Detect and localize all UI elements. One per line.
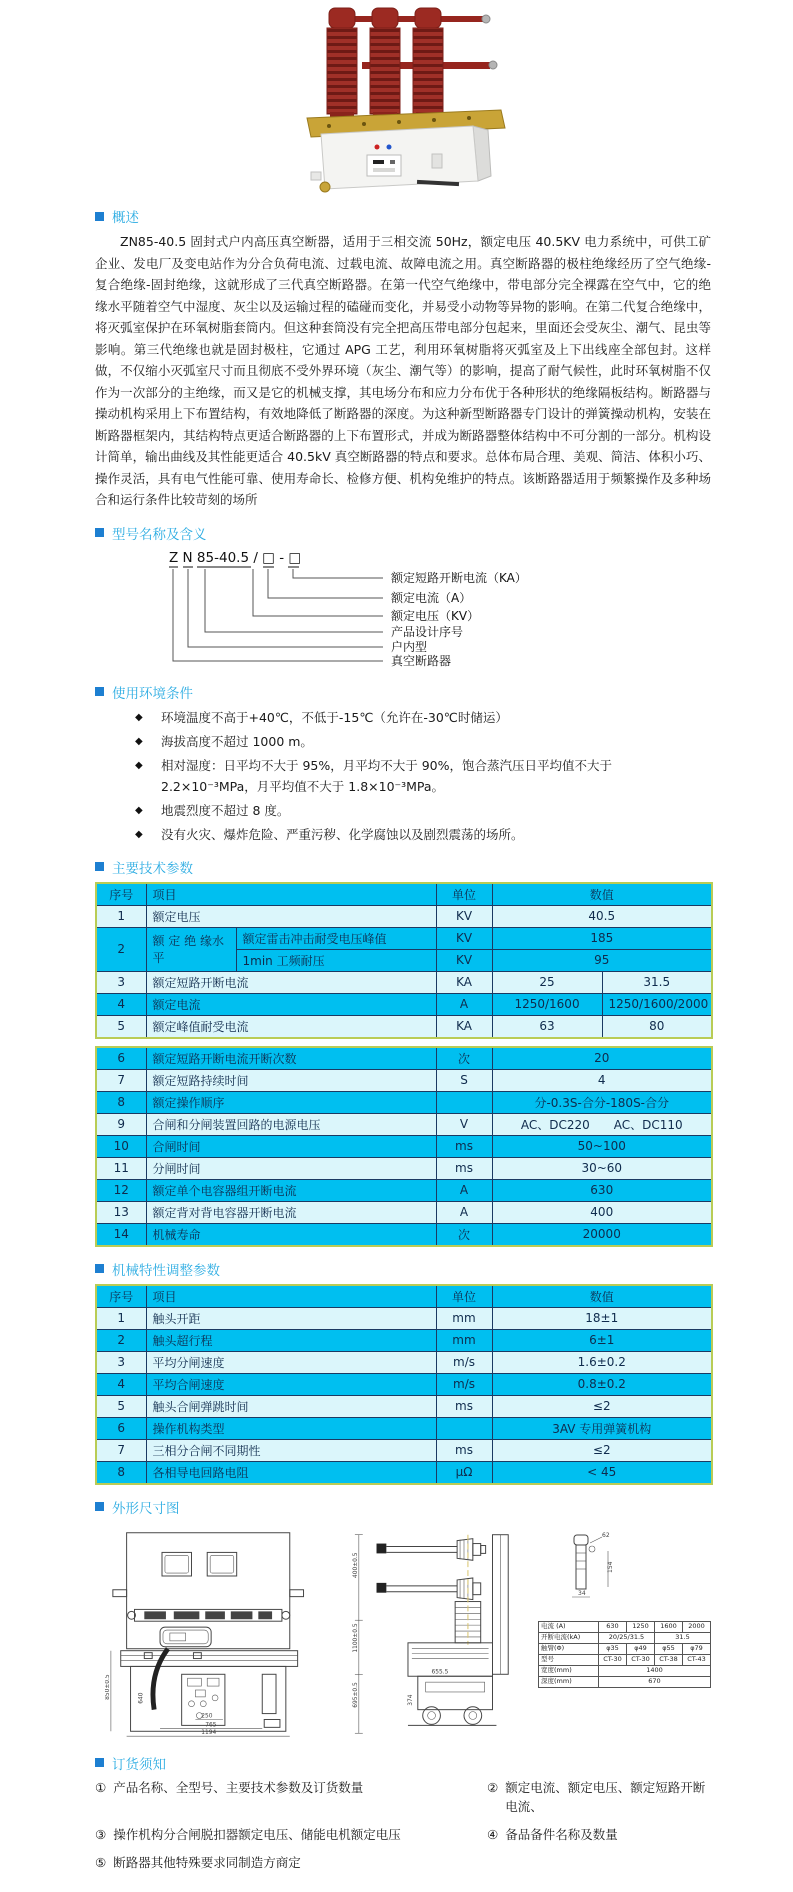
cell-item: 额定电压	[146, 905, 436, 927]
model-code: Z N 85-40.5 / □ - □	[169, 549, 302, 566]
section-title-text: 订货须知	[112, 1756, 166, 1773]
table-row	[96, 1329, 712, 1351]
section-bullet-icon	[95, 528, 104, 537]
section-bullet-icon	[95, 862, 104, 871]
cell-value: 30~60	[492, 1157, 712, 1179]
table-row	[96, 1373, 712, 1395]
cell-item: 触头超行程	[146, 1329, 436, 1351]
section-title-text: 主要技术参数	[112, 860, 193, 877]
section-bullet-icon	[95, 1758, 104, 1767]
cell-value: 20	[492, 1047, 712, 1070]
col-no-header: 序号	[96, 883, 146, 906]
indicator-red	[374, 145, 379, 150]
mini-cell: φ79	[683, 1643, 711, 1654]
mini-cell: φ55	[655, 1643, 683, 1654]
section-title-text: 机械特性调整参数	[112, 1262, 220, 1279]
cell-no: 3	[96, 1351, 146, 1373]
ordering-item-text: 操作机构分合闸脱扣器额定电压、储能电机额定电压	[113, 1826, 401, 1842]
mini-cell: CT-30	[627, 1654, 655, 1665]
cell-value: 分-0.3S-合分-180S-合分	[492, 1091, 712, 1113]
model-label: 产品设计序号	[391, 624, 464, 639]
cell-subitem: 1min 工频耐压	[236, 949, 436, 971]
table-row	[96, 971, 712, 993]
dim-label: 655.5	[431, 1668, 449, 1675]
ordering-item	[95, 1825, 487, 1844]
dim-label: 765	[205, 1721, 217, 1728]
cell-value: 20000	[492, 1223, 712, 1246]
table-gap	[95, 1039, 711, 1046]
cell-unit: ms	[436, 1395, 492, 1417]
cell-unit: mm	[436, 1329, 492, 1351]
env-item: ◆ 地震烈度不超过 8 度。	[95, 800, 711, 821]
section-title-outline	[95, 1497, 711, 1517]
col-no-header: 序号	[96, 1285, 146, 1308]
ordering-item-text: 断路器其他特殊要求同制造方商定	[113, 1854, 301, 1870]
cell-item: 额定操作顺序	[146, 1091, 436, 1113]
cell-item: 触头合闸弹跳时间	[146, 1395, 436, 1417]
cell-value: ≤2	[492, 1395, 712, 1417]
mini-cell: 2000	[683, 1621, 711, 1632]
cell-no: 10	[96, 1135, 146, 1157]
cell-value: 1.6±0.2	[492, 1351, 712, 1373]
cell-item: 各相导电回路电阻	[146, 1461, 436, 1484]
section-title-overview	[95, 206, 711, 226]
cell-value: 185	[492, 927, 712, 949]
cell-value: 1250/1600	[492, 993, 602, 1015]
env-item: ◆ 相对湿度：日平均不大于 95%，月平均不大于 90%，饱合蒸汽压日平均值不大于 2.2×10⁻³MPa，月平均值不大于 1.8×10⁻³MPa。	[95, 755, 711, 797]
ordering-notes-list	[95, 1778, 711, 1872]
main-params-table-part2	[95, 1046, 713, 1247]
top-busbar	[337, 16, 483, 22]
cell-no: 14	[96, 1223, 146, 1246]
cell-value: 80	[602, 1015, 712, 1038]
table-row	[96, 1351, 712, 1373]
mini-row	[539, 1665, 711, 1676]
cell-item: 额定短路持续时间	[146, 1069, 436, 1091]
table-row	[96, 1395, 712, 1417]
model-designation-diagram	[133, 548, 693, 670]
env-item: ◆ 环境温度不高于+40℃，不低于-15℃（允许在-30℃时储运）	[95, 707, 711, 728]
mini-cell: 31.5	[655, 1632, 711, 1643]
mech-params-table	[95, 1284, 713, 1485]
cell-unit: KV	[436, 927, 492, 949]
mini-cell: φ35	[599, 1643, 627, 1654]
dim-label: 400±0.5	[352, 1551, 359, 1578]
cell-value: 6±1	[492, 1329, 712, 1351]
side-view-drawing	[349, 1525, 522, 1741]
table-row	[96, 1439, 712, 1461]
main-params-table-part1	[95, 882, 713, 1039]
cell-no: 8	[96, 1461, 146, 1484]
dim-label: 62	[602, 1531, 610, 1539]
cell-no: 13	[96, 1201, 146, 1223]
cell-no: 4	[96, 993, 146, 1015]
ordering-item	[487, 1825, 711, 1844]
cell-item: 机械寿命	[146, 1223, 436, 1246]
mini-label: 电流 (A)	[539, 1621, 599, 1632]
ordering-item	[487, 1778, 711, 1816]
cell-no: 6	[96, 1047, 146, 1070]
col-item-header: 项目	[146, 883, 436, 906]
foot-wheel	[320, 182, 330, 192]
cell-item: 额定单个电容器组开断电流	[146, 1179, 436, 1201]
cell-item: 额定背对背电容器开断电流	[146, 1201, 436, 1223]
dim-label: 34	[578, 1589, 586, 1597]
cell-item: 额定电流	[146, 993, 436, 1015]
cell-no: 3	[96, 971, 146, 993]
dim-label: 1100±0.5	[352, 1622, 359, 1653]
product-photo-area	[0, 0, 793, 194]
ordering-item-text: 备品备件名称及数量	[505, 1826, 618, 1842]
mini-row	[539, 1621, 711, 1632]
cell-no: 12	[96, 1179, 146, 1201]
mini-cell: 1400	[599, 1665, 711, 1676]
dim-label: 695±0.5	[352, 1681, 359, 1708]
document-body	[95, 206, 711, 1872]
mini-label: 型号	[539, 1654, 599, 1665]
table-row	[96, 1223, 712, 1246]
mini-row	[539, 1632, 711, 1643]
mini-cell: 670	[599, 1676, 711, 1687]
table-row	[96, 1417, 712, 1439]
section-title-text: 型号名称及含义	[112, 526, 207, 543]
cell-item: 触头开距	[146, 1307, 436, 1329]
table-row	[96, 993, 712, 1015]
cell-unit	[436, 1091, 492, 1113]
dim-label: 374	[407, 1694, 414, 1706]
ordering-item-number: ①	[95, 1779, 107, 1795]
cell-unit: A	[436, 1179, 492, 1201]
table-row	[96, 1091, 712, 1113]
product-photo	[267, 4, 527, 194]
mini-cell: 630	[599, 1621, 627, 1632]
cell-value: 1250/1600/2000	[602, 993, 712, 1015]
cell-unit: V	[436, 1113, 492, 1135]
cell-no: 2	[96, 1329, 146, 1351]
dim-label: 850±0.5	[105, 1673, 111, 1700]
cell-unit: m/s	[436, 1373, 492, 1395]
cell-unit: ms	[436, 1157, 492, 1179]
cell-value: 4	[492, 1069, 712, 1091]
table-row	[96, 905, 712, 927]
cell-value: 3AV 专用弹簧机构	[492, 1417, 712, 1439]
section-title-text: 外形尺寸图	[112, 1500, 180, 1517]
cell-no: 9	[96, 1113, 146, 1135]
cell-value: 63	[492, 1015, 602, 1038]
cell-no: 5	[96, 1015, 146, 1038]
cell-value: AC、DC220 AC、DC110	[492, 1113, 712, 1135]
cell-no: 7	[96, 1069, 146, 1091]
cell-unit: mm	[436, 1307, 492, 1329]
section-title-main-params	[95, 857, 711, 877]
cell-subitem: 额定雷击冲击耐受电压峰值	[236, 927, 436, 949]
cell-unit: 次	[436, 1047, 492, 1070]
cell-item: 额定短路开断电流开断次数	[146, 1047, 436, 1070]
table-row	[96, 1069, 712, 1091]
col-unit-header: 单位	[436, 1285, 492, 1308]
table-row	[96, 1307, 712, 1329]
table-header-row	[96, 1285, 712, 1308]
cell-value: 40.5	[492, 905, 712, 927]
mini-row	[539, 1643, 711, 1654]
mini-label: 开断电流(kA)	[539, 1632, 599, 1643]
cell-unit: μΩ	[436, 1461, 492, 1484]
cell-unit: KV	[436, 949, 492, 971]
model-label: 额定电流（A）	[391, 590, 472, 605]
cell-no: 7	[96, 1439, 146, 1461]
overview-paragraph: ZN85-40.5 固封式户内高压真空断器，适用于三相交流 50Hz，额定电压 40.5KV 电力系统中，可供工矿企业、发电厂及变电站作为分合负荷电流、过载电流、故障电流之用。真空断路器的极柱绝缘经历了空气绝缘-复合绝缘-固封绝缘，这就形成了三代真空断路器。在第一代空气绝缘中，带电部分完全裸露在空气中，它的绝缘水平随着空气中湿度、灰尘以及运输过程的磕碰而变化，并易受小动物等异物的影响。在第二代复合绝缘中，将灭弧室保护在环氧树脂套筒内。但这种套筒没有完全把高压带电部分包起来，里面还会受灰尘、潮气、昆虫等影响。第三代绝缘也就是固封极柱，它通过 APG 工艺，利用环氧树脂将灭弧室及上下出线座全部包封。这样做，不仅缩小灭弧室尺寸而且彻底不受外界环境（灰尘、潮气等）的影响，提高了耐气候性，此时环氧树脂不仅作为一次部分的主绝缘，而又是它的机械支撑，其电场分布和应力分布优于各种形状的绝缘隔板结构。断路器与操动机构采用上下布置结构，有效地降低了断路器的深度。为这种新型断路器专门设计的弹簧操动机构，安装在断路器框架内，其结构特点更适合断路器的上下布置形式，并成为断路器整体结构中不可分割的一部分。机构设计简单，输出曲线及其性能更适合 40.5kV 真空断路器的特点和要求。总体布局合理、美观、简洁、体积小巧、操作灵活，具有电气性能可靠、使用寿命长、检修方便、机构免维护的特点。该断路器适用于频繁操作及多种场合和运行条件比较苛刻的场所	[95, 234, 711, 507]
ordering-item-number: ③	[95, 1826, 107, 1842]
cell-unit: KA	[436, 971, 492, 993]
cell-unit: S	[436, 1069, 492, 1091]
cell-no: 4	[96, 1373, 146, 1395]
cell-item: 分闸时间	[146, 1157, 436, 1179]
section-title-model	[95, 523, 711, 543]
cell-unit: ms	[436, 1135, 492, 1157]
model-label: 额定电压（KV）	[391, 608, 480, 623]
env-item: ◆ 没有火灾、爆炸危险、严重污秽、化学腐蚀以及剧烈震荡的场所。	[95, 824, 711, 845]
outline-mini-table	[538, 1621, 711, 1688]
cell-no: 11	[96, 1157, 146, 1179]
ordering-item	[95, 1778, 487, 1816]
col-unit-header: 单位	[436, 883, 492, 906]
dim-label: 1194	[201, 1729, 217, 1736]
dim-label: 640	[138, 1692, 145, 1704]
cell-value: < 45	[492, 1461, 712, 1484]
cell-no: 6	[96, 1417, 146, 1439]
dim-label: 154	[607, 1561, 614, 1573]
section-bullet-icon	[95, 1502, 104, 1511]
cell-item: 操作机构类型	[146, 1417, 436, 1439]
cell-item: 合闸和分闸装置回路的电源电压	[146, 1113, 436, 1135]
ordering-item	[95, 1853, 487, 1872]
mini-cell: 1250	[627, 1621, 655, 1632]
section-bullet-icon	[95, 212, 104, 221]
ordering-item-number: ④	[487, 1826, 499, 1842]
cell-item: 平均合闸速度	[146, 1373, 436, 1395]
cell-item: 平均分闸速度	[146, 1351, 436, 1373]
cell-unit: 次	[436, 1223, 492, 1246]
environment-conditions-list	[95, 707, 711, 845]
model-label: 真空断路器	[391, 653, 452, 668]
cell-item: 三相分合闸不同期性	[146, 1439, 436, 1461]
mini-cell: CT-38	[655, 1654, 683, 1665]
ordering-item-text: 额定电流、额定电压、额定短路开断电流、	[505, 1779, 706, 1814]
ordering-item-text: 产品名称、全型号、主要技术参数及订货数量	[113, 1779, 364, 1795]
outline-dimension-drawings	[105, 1525, 711, 1741]
mini-label: 深度(mm)	[539, 1676, 599, 1687]
cell-value: 31.5	[602, 971, 712, 993]
mini-label: 触臂(Φ)	[539, 1643, 599, 1654]
cell-unit: A	[436, 993, 492, 1015]
insulator-poles	[327, 8, 443, 122]
cell-value: 400	[492, 1201, 712, 1223]
mini-cell: φ49	[627, 1643, 655, 1654]
model-label: 额定短路开断电流（KA）	[391, 570, 527, 585]
table-row	[96, 1201, 712, 1223]
mini-label: 宽度(mm)	[539, 1665, 599, 1676]
cell-unit: KA	[436, 1015, 492, 1038]
cell-unit: A	[436, 1201, 492, 1223]
table-row	[96, 1135, 712, 1157]
cell-unit: ms	[436, 1439, 492, 1461]
col-value-header: 数值	[492, 883, 712, 906]
cell-item: 合闸时间	[146, 1135, 436, 1157]
mini-cell: 1600	[655, 1621, 683, 1632]
cell-value: 25	[492, 971, 602, 993]
section-bullet-icon	[95, 687, 104, 696]
table-row	[96, 1179, 712, 1201]
indicator-blue	[386, 145, 391, 150]
front-view-drawing	[105, 1525, 333, 1741]
col-value-header: 数值	[492, 1285, 712, 1308]
mini-cell: CT-43	[683, 1654, 711, 1665]
dim-label: 250	[201, 1713, 213, 1720]
table-row	[96, 927, 712, 949]
model-label: 户内型	[391, 639, 428, 654]
cell-item-group: 额 定 绝 缘水平	[146, 927, 236, 971]
cell-unit: m/s	[436, 1351, 492, 1373]
section-title-text: 概述	[112, 210, 139, 226]
cell-value: 50~100	[492, 1135, 712, 1157]
table-header-row	[96, 883, 712, 906]
cell-no: 5	[96, 1395, 146, 1417]
mini-row	[539, 1676, 711, 1687]
table-row	[96, 1047, 712, 1070]
section-title-ordering	[95, 1753, 711, 1773]
section-title-mech-params	[95, 1259, 711, 1279]
cell-value: 0.8±0.2	[492, 1373, 712, 1395]
mechanism-box	[311, 126, 491, 192]
env-item: ◆ 海拔高度不超过 1000 m。	[95, 731, 711, 752]
mini-cell: 20/25/31.5	[599, 1632, 655, 1643]
section-bullet-icon	[95, 1264, 104, 1273]
cell-value: 18±1	[492, 1307, 712, 1329]
mini-row	[539, 1654, 711, 1665]
table-row	[96, 1113, 712, 1135]
cell-unit: KV	[436, 905, 492, 927]
section-title-text: 使用环境条件	[112, 685, 193, 702]
col-item-header: 项目	[146, 1285, 436, 1308]
cell-no: 1	[96, 1307, 146, 1329]
cell-value: ≤2	[492, 1439, 712, 1461]
ordering-item-number: ②	[487, 1779, 499, 1795]
cell-item: 额定峰值耐受电流	[146, 1015, 436, 1038]
mini-cell: CT-30	[599, 1654, 627, 1665]
ordering-item-number: ⑤	[95, 1854, 107, 1870]
table-row	[96, 1157, 712, 1179]
detail-and-table-column	[538, 1525, 711, 1688]
cell-value: 630	[492, 1179, 712, 1201]
section-title-environment	[95, 682, 711, 702]
cell-no: 8	[96, 1091, 146, 1113]
cell-value: 95	[492, 949, 712, 971]
cell-unit	[436, 1417, 492, 1439]
cell-no: 1	[96, 905, 146, 927]
detail-view-drawing	[538, 1525, 638, 1611]
table-row	[96, 1461, 712, 1484]
cell-item: 额定短路开断电流	[146, 971, 436, 993]
cell-no: 2	[96, 927, 146, 971]
table-row	[96, 1015, 712, 1038]
